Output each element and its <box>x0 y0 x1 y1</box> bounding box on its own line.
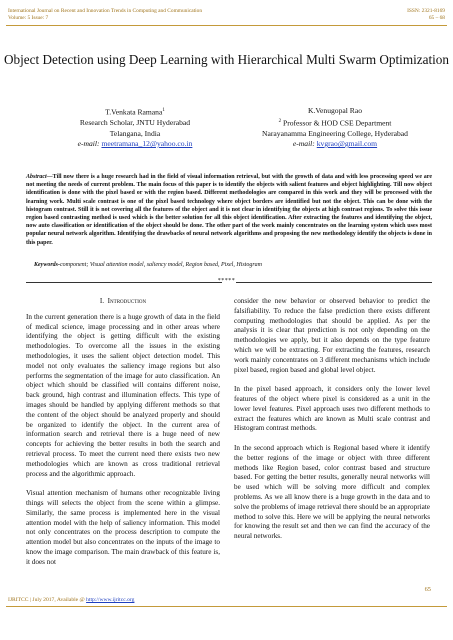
right-column <box>234 297 430 552</box>
author-sup: 1 <box>162 108 165 113</box>
section-title: Introduction <box>107 297 147 305</box>
paragraph: Visual attention mechanism of humans other recognizable living things will selects the object from the scene within a glimpse. Similarly, the same process is implemented here in the visual attention model with the help of saliency information. This model not only concentrates on the process description to compute the attention model but also concentrates on the inputs of the image to know the image comparison. The main drawback of this feature is, it does not <box>26 489 220 566</box>
section-heading <box>26 297 220 307</box>
author-location: Narayanamma Engineering College, Hyderabad <box>262 128 408 138</box>
keywords-label: Keywords- <box>34 262 60 268</box>
separator-stars: ***** <box>217 278 236 284</box>
author-2 <box>240 106 430 150</box>
paragraph: In the current generation there is a huge growth of data in the field of medical science, image processing and in other areas where identifying the object is getting difficult with the existing methodologies. To overcome all the issues in the existing methodologies, it uses the salient object detection model. This model not only evaluates the saliency image regions but also performs the segmentation of the image for auto classification. An object which should be classified will contains different noise, back ground, high contrast and illumination effects. This type of images should be handled by applying different methods so that the content of the object should be analyzed properly and should be organized to identify the object. In the current area of information search and retrieval there is a huge need of new concepts for achieving the better results in both the search and retrieval process. To meet the current need there exists two new methodologies which are known as cross traditional retrieval process and the algorithmic approach. <box>26 312 220 478</box>
footer-text <box>8 597 134 603</box>
left-column <box>26 297 220 577</box>
section-number: I. <box>99 297 105 305</box>
keywords-text: component; Visual attention model, saliency model, Region based, Pixel, Histogram <box>60 262 263 268</box>
abstract-text: Till now there is a huge research had in the field of visual information retrieval, but with the growth of data and with less processing speed we are not meeting the needs of current problem. The main focus of this paper is to identify the objects with salient features and object highlighting. Till now object identification is done with the pixel based or with the region based. Different methodologies are compared in this work and they will be processed with the learning work. Multi scale contrast is one of the pixel based technology where object borders are identified but not the object. This can be done with the histogram contrast. Still it is not covering all the features of the object and it is not clear in identifying the objects at high contrast regions. To solve this issue region based contrasting method is used which is the better solution for all this object identification. After extracting the features and identifying the object, now auto classification or identification of the object should be done. The other part of the work mainly concentrates on the learning system which uses most popular neural network algorithm. Identifying the drawbacks of neural network algorithms and proposing the new methodology identify the objects is done in this paper. <box>26 174 432 246</box>
abstract <box>26 173 432 247</box>
footer-prefix: IJRITCC | July 2017, Available @ <box>8 597 87 603</box>
email-label: e-mail: <box>292 139 315 149</box>
footer-rule <box>6 606 447 607</box>
author-sup: 2 <box>278 118 282 124</box>
author-email-link[interactable]: meetramana_12@yahoo.co.in <box>101 139 193 149</box>
abstract-label: Abstract— <box>26 174 53 180</box>
paragraph: consider the new behavior or observed behavior to predict the falsifiability. To reduce the false prediction there exists different computing methodologies that should be applied. As per the analysis it is clear that prediction is not only depending on the methodologies we apply, but it also depends on the type feature which we will be extracting. For extracting the features, research work mainly concentrates on 3 different mechanisms which include pixel based, region based and global level object. <box>234 297 430 374</box>
journal-issn: ISSN: 2321-8169 <box>407 8 445 14</box>
author-name: K.Venugopal Rao <box>308 106 362 115</box>
header-rule <box>6 25 447 26</box>
author-affiliation: Professor & HOD CSE Department <box>282 118 392 128</box>
paragraph: In the pixel based approach, it considers only the lower level features of the object where pixel is considered as a unit in the lower level features. Pixel approach uses two different methods to extract the features which are known as Multi scale contrast and Histogram contrast methods. <box>234 385 430 433</box>
author-1 <box>50 106 220 150</box>
page-range: 65 – 68 <box>428 15 445 21</box>
footer-url-link[interactable]: http://www.ijritcc.org <box>86 597 135 603</box>
author-email-link[interactable]: kvgrao@gmail.com <box>316 139 378 149</box>
journal-volume: Volume: 5 Issue: 7 <box>8 15 49 21</box>
paper-title: Object Detection using Deep Learning with Hierarchical Multi Swarm Optimization <box>4 52 449 67</box>
author-affiliation: Research Scholar, JNTU Hyderabad <box>79 118 191 128</box>
keywords <box>34 261 434 269</box>
paragraph: In the second approach which is Regional based where it identify the better regions of the image or object with three different methods like Region based, color contrast based and structure based. For getting the better results, generally neural networks will be used which will be solving more difficult and complex problems. As we all know there is a huge growth in the data and to solve the problems of image retrieval there should be an appropriate method to solve this. Here we will be applying the neural networks for knowing the result set and then we can find the accuracy of the neural networks. <box>234 443 430 541</box>
email-label: e-mail: <box>77 139 100 149</box>
journal-name: International Journal on Recent and Innovation Trends in Computing and Communication <box>8 8 203 14</box>
author-name: T.Venkata Ramana <box>105 107 163 117</box>
author-location: Telangana, India <box>109 128 161 138</box>
page-number: 65 <box>424 586 431 593</box>
